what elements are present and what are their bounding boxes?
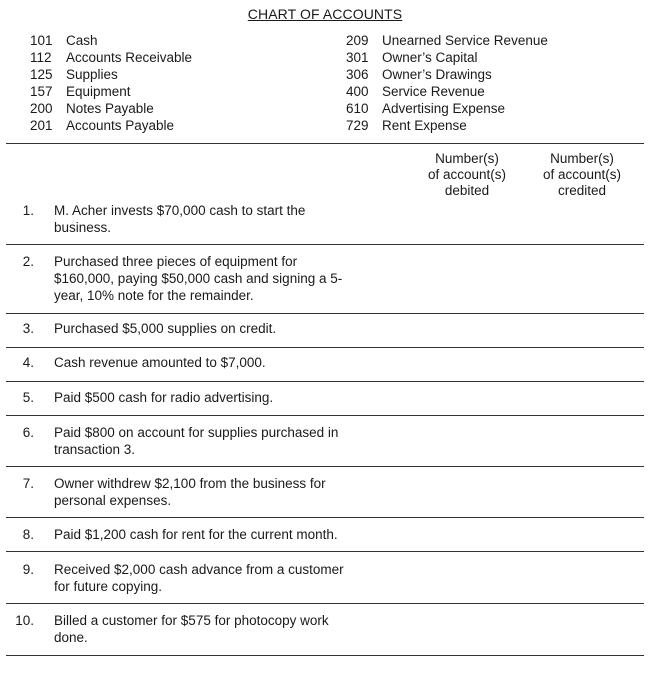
accounts-list-left bbox=[30, 32, 192, 134]
debited-header-line: debited bbox=[444, 183, 490, 198]
transaction-line: personal expenses. bbox=[54, 493, 172, 508]
transaction-line: done. bbox=[54, 630, 88, 645]
row-divider bbox=[6, 313, 644, 314]
row-divider bbox=[6, 347, 644, 348]
credited-header-line: credited bbox=[557, 183, 607, 198]
account-name: Rent Expense bbox=[382, 118, 467, 133]
transaction-description bbox=[54, 202, 384, 236]
transaction-description bbox=[54, 561, 384, 595]
account-row bbox=[30, 49, 192, 66]
debited-header-line: of account(s) bbox=[427, 167, 507, 182]
account-number: 101 bbox=[30, 33, 53, 48]
account-name: Service Revenue bbox=[382, 84, 485, 99]
account-number: 157 bbox=[30, 84, 53, 99]
transaction-line: year, 10% note for the remainder. bbox=[54, 288, 254, 303]
transaction-number: 6. bbox=[22, 425, 34, 440]
transaction-description bbox=[54, 526, 384, 543]
transaction-line: business. bbox=[54, 220, 112, 235]
credited-column-header bbox=[532, 151, 632, 199]
transaction-number: 2. bbox=[22, 254, 34, 269]
account-number: 610 bbox=[346, 101, 369, 116]
transaction-description bbox=[54, 475, 384, 509]
credited-header-line: Number(s) bbox=[550, 151, 614, 166]
account-row bbox=[346, 32, 548, 49]
transaction-line: Purchased three pieces of equipment for bbox=[54, 254, 298, 269]
transaction-number: 7. bbox=[22, 476, 34, 491]
transaction-line: Purchased $5,000 supplies on credit. bbox=[54, 321, 277, 336]
transaction-description bbox=[54, 612, 384, 646]
transaction-number: 1. bbox=[22, 203, 34, 218]
account-name: Owner’s Capital bbox=[382, 50, 478, 65]
transaction-line: Paid $800 on account for supplies purchased in bbox=[54, 425, 339, 440]
account-number: 201 bbox=[30, 118, 53, 133]
transaction-number: 9. bbox=[22, 562, 34, 577]
account-number: 125 bbox=[30, 67, 53, 82]
transaction-line: Paid $500 cash for radio advertising. bbox=[54, 390, 274, 405]
transaction-description bbox=[54, 424, 384, 458]
account-row bbox=[346, 100, 548, 117]
account-name: Unearned Service Revenue bbox=[382, 33, 548, 48]
row-divider bbox=[6, 466, 644, 467]
transaction-description bbox=[54, 320, 384, 337]
account-name: Accounts Receivable bbox=[66, 50, 193, 65]
transaction-line: transaction 3. bbox=[54, 442, 136, 457]
transaction-line: Billed a customer for $575 for photocopy work bbox=[54, 613, 329, 628]
account-number: 209 bbox=[346, 33, 369, 48]
credited-header-line: of account(s) bbox=[542, 167, 622, 182]
account-row bbox=[346, 117, 548, 134]
transaction-description bbox=[54, 389, 384, 406]
account-name: Notes Payable bbox=[66, 101, 154, 116]
transaction-line: Paid $1,200 cash for rent for the current month. bbox=[54, 527, 338, 542]
account-name: Supplies bbox=[66, 67, 118, 82]
account-number: 729 bbox=[346, 118, 369, 133]
accounts-list-right bbox=[346, 32, 548, 134]
row-divider bbox=[6, 551, 644, 552]
chart-of-accounts-title: CHART OF ACCOUNTS bbox=[247, 6, 403, 22]
row-divider bbox=[6, 244, 644, 245]
account-number: 400 bbox=[346, 84, 369, 99]
table-bottom-divider bbox=[6, 655, 644, 656]
transaction-description bbox=[54, 354, 384, 371]
account-number: 306 bbox=[346, 67, 369, 82]
transaction-description bbox=[54, 253, 384, 304]
row-divider bbox=[6, 415, 644, 416]
account-name: Cash bbox=[66, 33, 98, 48]
account-row bbox=[30, 66, 192, 83]
transaction-line: Owner withdrew $2,100 from the business for bbox=[54, 476, 326, 491]
transaction-line: Cash revenue amounted to $7,000. bbox=[54, 355, 266, 370]
debited-column-header bbox=[417, 151, 517, 199]
debited-header-line: Number(s) bbox=[435, 151, 499, 166]
transaction-number: 8. bbox=[22, 527, 34, 542]
transaction-line: for future copying. bbox=[54, 579, 163, 594]
account-row bbox=[346, 66, 548, 83]
row-divider bbox=[6, 603, 644, 604]
transaction-line: Received $2,000 cash advance from a customer bbox=[54, 562, 344, 577]
account-row bbox=[30, 100, 192, 117]
row-divider bbox=[6, 381, 644, 382]
table-top-divider bbox=[6, 143, 644, 144]
account-name: Owner’s Drawings bbox=[382, 67, 492, 82]
transaction-number: 3. bbox=[22, 321, 34, 336]
transaction-number: 5. bbox=[22, 390, 34, 405]
transaction-line: $160,000, paying $50,000 cash and signing a 5- bbox=[54, 271, 343, 286]
transaction-line: M. Acher invests $70,000 cash to start the bbox=[54, 203, 306, 218]
account-number: 301 bbox=[346, 50, 369, 65]
account-row bbox=[30, 83, 192, 100]
account-row bbox=[30, 32, 192, 49]
account-number: 200 bbox=[30, 101, 53, 116]
account-name: Equipment bbox=[66, 84, 131, 99]
account-name: Advertising Expense bbox=[382, 101, 506, 116]
row-divider bbox=[6, 517, 644, 518]
account-row bbox=[346, 49, 548, 66]
transaction-number: 4. bbox=[22, 355, 34, 370]
account-name: Accounts Payable bbox=[66, 118, 175, 133]
transaction-number: 10. bbox=[15, 613, 34, 628]
account-row bbox=[346, 83, 548, 100]
account-number: 112 bbox=[30, 50, 52, 65]
account-row bbox=[30, 117, 192, 134]
